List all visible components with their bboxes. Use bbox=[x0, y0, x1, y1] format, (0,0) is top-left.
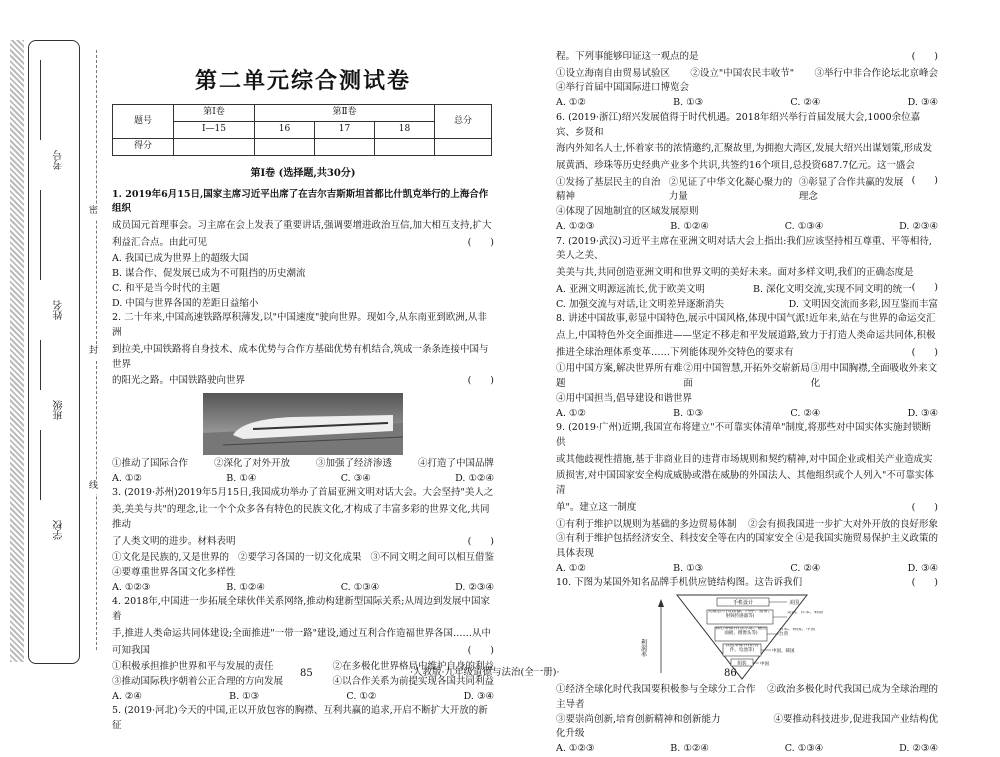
option[interactable]: C. ③④ bbox=[340, 472, 371, 484]
statement: ④以合作关系为前提实现各国共同利益 bbox=[332, 676, 494, 687]
answer-bracket[interactable]: ( ) bbox=[911, 174, 938, 186]
question-text: 的阳光之路。中国铁路驶向世界 ( ) bbox=[112, 374, 494, 389]
page-number-right: 86 bbox=[724, 668, 737, 679]
question-text: 推进全球治理体系变革……下列能体现外交特色的要求有 ( ) bbox=[556, 346, 938, 361]
answer-bracket[interactable]: ( ) bbox=[467, 644, 494, 656]
score-input[interactable] bbox=[174, 139, 255, 156]
statement: ④要推动科技进步,促进我国产业结构优 bbox=[773, 713, 938, 725]
binding-box bbox=[28, 40, 80, 664]
option[interactable]: B. ①②④ bbox=[670, 743, 709, 755]
answer-bracket[interactable]: ( ) bbox=[467, 375, 494, 387]
option[interactable]: B. 深化文明交流,实现不同文明的统一 bbox=[753, 283, 912, 295]
answer-bracket[interactable]: ( ) bbox=[911, 281, 938, 293]
question-text: 10. 下图为某国外知名品牌手机供应链结构图。这告诉我们 ( ) bbox=[556, 576, 938, 591]
statement: ②见证了中华文化凝心聚力的力量 bbox=[668, 176, 793, 203]
supply-chain-diagram bbox=[637, 593, 857, 681]
statement: ②深化了对外开放 bbox=[213, 457, 290, 469]
option[interactable]: C. ②④ bbox=[790, 562, 821, 574]
option[interactable]: D. ②③④ bbox=[899, 220, 938, 232]
statement: ①设立海南自由贸易试验区 bbox=[556, 67, 671, 79]
score-table bbox=[112, 104, 492, 156]
choice-row bbox=[556, 96, 938, 111]
page-title: 第二单元综合测试卷 bbox=[194, 68, 411, 94]
option[interactable]: A. 我国已成为世界上的超级大国 bbox=[112, 253, 249, 265]
question-text: 点上,中国特色外交全面推进——坚定不移走和平发展道路,致力于打造人类命运共同体,积极 bbox=[556, 329, 936, 341]
layer-label: 其他零部件(结构件、电池等) bbox=[725, 644, 759, 654]
option[interactable]: A. ②④ bbox=[112, 690, 142, 702]
option[interactable]: A. ①② bbox=[112, 472, 142, 484]
score-cell: 16 bbox=[255, 122, 315, 139]
statement: ②在多极化世界格局中维护自身的利益 bbox=[332, 661, 494, 673]
question-text: 了人类文明的进步。材料表明 ( ) bbox=[112, 535, 494, 550]
choice-row bbox=[556, 283, 912, 298]
option[interactable]: A. ①②③ bbox=[556, 220, 595, 232]
line-number bbox=[40, 60, 41, 140]
label-class: 班级 bbox=[54, 400, 65, 420]
option[interactable]: B. ①②④ bbox=[670, 220, 709, 232]
question-text: 美美与共,共同创造亚洲文明和世界文明的美好未来。面对多样文明,我们的正确态度是 ( ) bbox=[556, 266, 938, 281]
question-5-start: 5. (2019·河北)今天的中国,正以开放包容的胸襟、互利共赢的追求,开启不断扩大开放的新征 bbox=[112, 705, 488, 732]
statement: ①推动了国际合作 bbox=[112, 457, 189, 469]
label-number: 考号 bbox=[54, 150, 65, 170]
option[interactable]: B. ①④ bbox=[226, 472, 257, 484]
score-input[interactable] bbox=[435, 139, 492, 156]
label-school: 学校 bbox=[54, 520, 65, 540]
score-input[interactable] bbox=[315, 139, 375, 156]
left-page bbox=[112, 54, 494, 736]
question-text: 单"。建立这一制度 ( ) bbox=[556, 501, 938, 516]
question-text: 可知我国 ( ) bbox=[112, 644, 494, 659]
statement: ③举行中非合作论坛北京峰会 bbox=[814, 67, 938, 79]
statement-row bbox=[556, 683, 938, 698]
score-header: 题号 bbox=[113, 105, 174, 139]
statement: 具体表现 bbox=[556, 548, 595, 559]
country-label: 日本、韩国、中国台湾 bbox=[779, 628, 815, 638]
statement: ③用中国胸襟,全面吸收外来文化 bbox=[810, 363, 938, 390]
statement: 化升级 bbox=[556, 728, 585, 740]
question-text: 2. 二十年来,中国高速铁路厚积薄发,以"中国速度"驶向世界。现如今,从东南亚到欧洲,从非洲 bbox=[112, 312, 487, 339]
right-page bbox=[556, 50, 938, 757]
option[interactable]: B. 谋合作、促发展已成为不可阻挡的历史潮流 bbox=[112, 268, 306, 280]
statement: ④要尊重世界各国文化多样性 bbox=[112, 566, 236, 578]
question-text: 手,推进人类命运共同体建设;全面推进"一带一路"建设,通过互利合作造福世界各国……从中 bbox=[112, 627, 491, 639]
question-9 bbox=[556, 421, 938, 576]
option[interactable]: D. ③④ bbox=[463, 690, 494, 702]
statement-row bbox=[112, 457, 494, 472]
option[interactable]: C. ②④ bbox=[790, 407, 821, 419]
cut-mark-xian: 线 bbox=[89, 480, 98, 494]
statement: ②政治多极化时代我国已成为全球治理的 bbox=[766, 684, 938, 696]
answer-bracket[interactable]: ( ) bbox=[467, 535, 494, 547]
question-text: 程。下列事能够印证这一观点的是 ( ) bbox=[556, 50, 938, 65]
score-header: 第Ⅰ卷 bbox=[174, 105, 255, 122]
statement: ④举行首届中国国际进口博览会 bbox=[556, 82, 690, 94]
statement: ②会有损我国进一步扩大对外开放的良好形象 bbox=[747, 518, 938, 530]
question-2 bbox=[112, 311, 494, 486]
choice-row bbox=[556, 407, 938, 422]
score-input[interactable] bbox=[375, 139, 435, 156]
statement: ①用中国方案,解决世界所有难题 bbox=[556, 363, 683, 390]
question-7 bbox=[556, 235, 938, 313]
binding-margin bbox=[10, 40, 86, 662]
option[interactable]: A. ①② bbox=[556, 407, 586, 419]
question-text: 6. (2019·浙江)绍兴发展值得于时代机遇。2018年绍兴举行首届发展大会,1000余位嘉宾、乡贤和 bbox=[556, 111, 921, 138]
option[interactable]: C. ②④ bbox=[790, 97, 821, 109]
answer-bracket[interactable]: ( ) bbox=[911, 577, 938, 589]
statement: ①文化是民族的,又是世界的 bbox=[112, 552, 230, 564]
question-4 bbox=[112, 595, 494, 704]
question-10 bbox=[556, 576, 938, 756]
option[interactable]: B. ①②④ bbox=[226, 581, 265, 593]
statement-row bbox=[556, 518, 938, 533]
option[interactable]: A. ①② bbox=[556, 97, 586, 109]
option[interactable]: C. ①③④ bbox=[784, 743, 824, 755]
answer-bracket[interactable]: ( ) bbox=[911, 346, 938, 358]
answer-bracket[interactable]: ( ) bbox=[911, 501, 938, 513]
line-class bbox=[40, 340, 41, 390]
statement-row bbox=[556, 532, 938, 547]
choice-row bbox=[556, 298, 938, 313]
statement: ④是我国实施贸易保护主义政策的 bbox=[795, 533, 938, 545]
score-cell: 17 bbox=[315, 122, 375, 139]
statement: ③要崇尚创新,培育创新精神和创新能力 bbox=[556, 713, 721, 725]
option[interactable]: D. ③④ bbox=[907, 407, 938, 419]
answer-bracket[interactable]: ( ) bbox=[467, 236, 494, 248]
option[interactable]: C. ①③④ bbox=[340, 581, 380, 593]
question-text: 8. 讲述中国故事,彰显中国特色,展示中国风格,体现中国气派!近年来,站在与世界的命运交汇 bbox=[556, 313, 936, 325]
statement: ③推动国际秩序朝着公正合理的方向发展 bbox=[112, 676, 284, 687]
option[interactable]: A. ①②③ bbox=[556, 743, 595, 755]
question-text: 海内外知名人士,怀着家书的浓情邀约,汇聚故里,为拥抱大湾区,发展大绍兴出谋划策,形成发 bbox=[556, 143, 933, 155]
statement-row bbox=[556, 362, 938, 391]
statement: ④体现了因地制宜的区域发展原则 bbox=[556, 206, 699, 218]
line-school bbox=[40, 430, 41, 500]
score-cell: 18 bbox=[375, 122, 435, 139]
option[interactable]: D. ②③④ bbox=[899, 743, 938, 755]
option[interactable]: D. 文明因交流而多彩,因互鉴而丰富 bbox=[788, 298, 938, 310]
statement: ③彰显了合作共赢的发展理念 bbox=[798, 176, 904, 203]
layer-label: 手机设计 bbox=[732, 600, 754, 607]
score-input[interactable] bbox=[255, 139, 315, 156]
country-label: 中国、韩国 bbox=[772, 649, 795, 655]
score-header: 总分 bbox=[435, 105, 492, 139]
option[interactable]: C. ①② bbox=[346, 690, 377, 702]
option[interactable]: C. 和平是当今时代的主题 bbox=[112, 282, 220, 294]
page-number-left: 85 bbox=[300, 668, 313, 679]
question-6 bbox=[556, 111, 938, 235]
option[interactable]: A. ①②③ bbox=[112, 581, 151, 593]
question-1 bbox=[112, 188, 494, 312]
statement: ③不同文明之间可以相互借鉴 bbox=[370, 552, 494, 564]
option[interactable]: B. ①③ bbox=[673, 407, 704, 419]
option[interactable]: B. ①③ bbox=[673, 97, 704, 109]
statement-row bbox=[556, 176, 912, 205]
line-name bbox=[40, 190, 41, 280]
country-label: 美国 bbox=[789, 600, 800, 607]
label-name: 姓名 bbox=[54, 300, 65, 320]
option[interactable]: A. ①② bbox=[556, 562, 586, 574]
statement: ①发扬了基层民主的自治精神 bbox=[556, 176, 661, 203]
choice-row bbox=[112, 472, 494, 487]
question-text: 3. (2019·苏州)2019年5月15日,我国成功举办了首届亚洲文明对话大会。大会坚持"美人之 bbox=[112, 487, 494, 499]
question-5-cont bbox=[556, 50, 938, 111]
question-3 bbox=[112, 486, 494, 595]
statement-row bbox=[556, 67, 938, 82]
statement: ①积极承担推护世界和平与发展的责任 bbox=[112, 661, 274, 673]
option[interactable]: D. ②③④ bbox=[455, 581, 494, 593]
train-image bbox=[203, 393, 403, 455]
choice-row bbox=[556, 742, 938, 757]
layer-label: 核心零部件(显示屏、触控面板、摄像头等) bbox=[715, 627, 767, 637]
statement: ④用中国担当,倡导建设和谐世界 bbox=[556, 392, 693, 404]
choice-row bbox=[556, 562, 938, 577]
option[interactable]: A. 亚洲文明源远流长,优于欧美文明 bbox=[556, 283, 705, 295]
option[interactable]: D. ③④ bbox=[907, 97, 938, 109]
statement: 主导者 bbox=[556, 698, 585, 710]
question-8 bbox=[556, 312, 938, 421]
answer-bracket[interactable]: ( ) bbox=[911, 51, 938, 62]
score-cell: Ⅰ—15 bbox=[174, 122, 255, 139]
question-text: 成员国元首理事会。习主席在会上发表了重要讲话,强调要增进政治互信,加大相互支持,扩大 bbox=[112, 220, 492, 232]
statement: ②设立"中国农民丰收节" bbox=[690, 67, 795, 79]
statement-row bbox=[112, 551, 494, 566]
question-text: 9. (2019·广州)近期,我国宣布将建立"不可靠实体清单"制度,将那些对中国实体实施封锁断供 bbox=[556, 422, 931, 448]
option[interactable]: D. 中国与世界各国的差距日益缩小 bbox=[112, 297, 259, 309]
country-label: 美国、日本、韩国 bbox=[787, 611, 823, 616]
statement-row bbox=[556, 713, 938, 728]
country-label: 中国 bbox=[760, 662, 769, 668]
axis-label: 利润率 bbox=[639, 639, 647, 658]
binding-pattern bbox=[10, 40, 24, 662]
question-text: 或其他歧视性措施,基于非商业目的违背市场规则和契约精神,对中国企业或相关产业造成实 bbox=[556, 453, 933, 465]
option[interactable]: D. ③④ bbox=[907, 562, 938, 574]
layer-label: 组装 bbox=[737, 661, 747, 667]
score-header: 第Ⅱ卷 bbox=[255, 105, 435, 122]
choice-row bbox=[112, 690, 494, 705]
question-text: 利益汇合点。由此可见 ( ) bbox=[112, 236, 494, 251]
question-text: 展黄酒、珍珠等历史经典产业多个共识,共签约16个项目,总投资687.7亿元。这一盛会 ( ) bbox=[556, 159, 938, 174]
question-text: 4. 2018年,中国进一步拓展全球伙伴关系网络,推动构建新型国际关系;从周边到发展中国家着 bbox=[112, 596, 491, 623]
question-text: 美,美美与共"的理念,让一个个众多各有特色的民族文化,才构成了丰富多彩的世界文化,共同推动 bbox=[112, 504, 490, 530]
question-text: 7. (2019·武汉)习近平主席在亚洲文明对话大会上指出:我们应该坚持相互尊重、平等相待,美人之美、 bbox=[556, 235, 932, 262]
statement: ④打造了中国品牌 bbox=[417, 457, 494, 469]
question-text: 1. 2019年6月15日,国家主席习近平出席了在吉尔吉斯斯坦首都比什凯克举行的上海合作组织 bbox=[112, 188, 489, 215]
option[interactable]: B. ①③ bbox=[229, 690, 260, 702]
cut-mark-feng: 封 bbox=[89, 345, 98, 359]
statement: ①经济全球化时代我国要积极参与全球分工合作 bbox=[556, 684, 756, 696]
score-label: 得分 bbox=[113, 139, 174, 156]
option[interactable]: C. 加强交流与对话,让文明差异逐渐消失 bbox=[556, 298, 724, 310]
choice-row bbox=[112, 581, 494, 596]
statement: ②用中国智慧,开拓外交崭新局面 bbox=[683, 363, 810, 390]
statement: ③有利于维护包括经济安全、科技安全等在内的国家安全 bbox=[556, 533, 794, 545]
option[interactable]: C. ①③④ bbox=[784, 220, 824, 232]
section-title: 第Ⅰ卷 (选择题,共30分) bbox=[250, 168, 356, 180]
cut-mark-mi: 密 bbox=[89, 205, 98, 219]
question-text: 到拉美,中国铁路将自身技术、成本优势与合作方基础优势有机结合,筑成一条条连接中国与世界 bbox=[112, 343, 489, 370]
footer-text: ·人教版·九年级道德与法治(全一册)· bbox=[410, 667, 560, 678]
statement: ②要学习各国的一切文化成果 bbox=[238, 552, 362, 564]
question-text: 质损害,对中国国家安全构成威胁或潜在威胁的外国法人、其他组织或个人列入"不可靠实体清 bbox=[556, 470, 934, 497]
statement: ③加强了经济渗透 bbox=[315, 457, 392, 469]
option[interactable]: D. ①②④ bbox=[455, 472, 494, 484]
statement: ①有利于维护以规则为基础的多边贸易体制 bbox=[556, 518, 737, 530]
option[interactable]: B. ①③ bbox=[673, 562, 704, 574]
choice-row bbox=[556, 220, 938, 235]
layer-label: 关键芯片(处理器、内存、基带、射频传感器等) bbox=[707, 610, 773, 620]
